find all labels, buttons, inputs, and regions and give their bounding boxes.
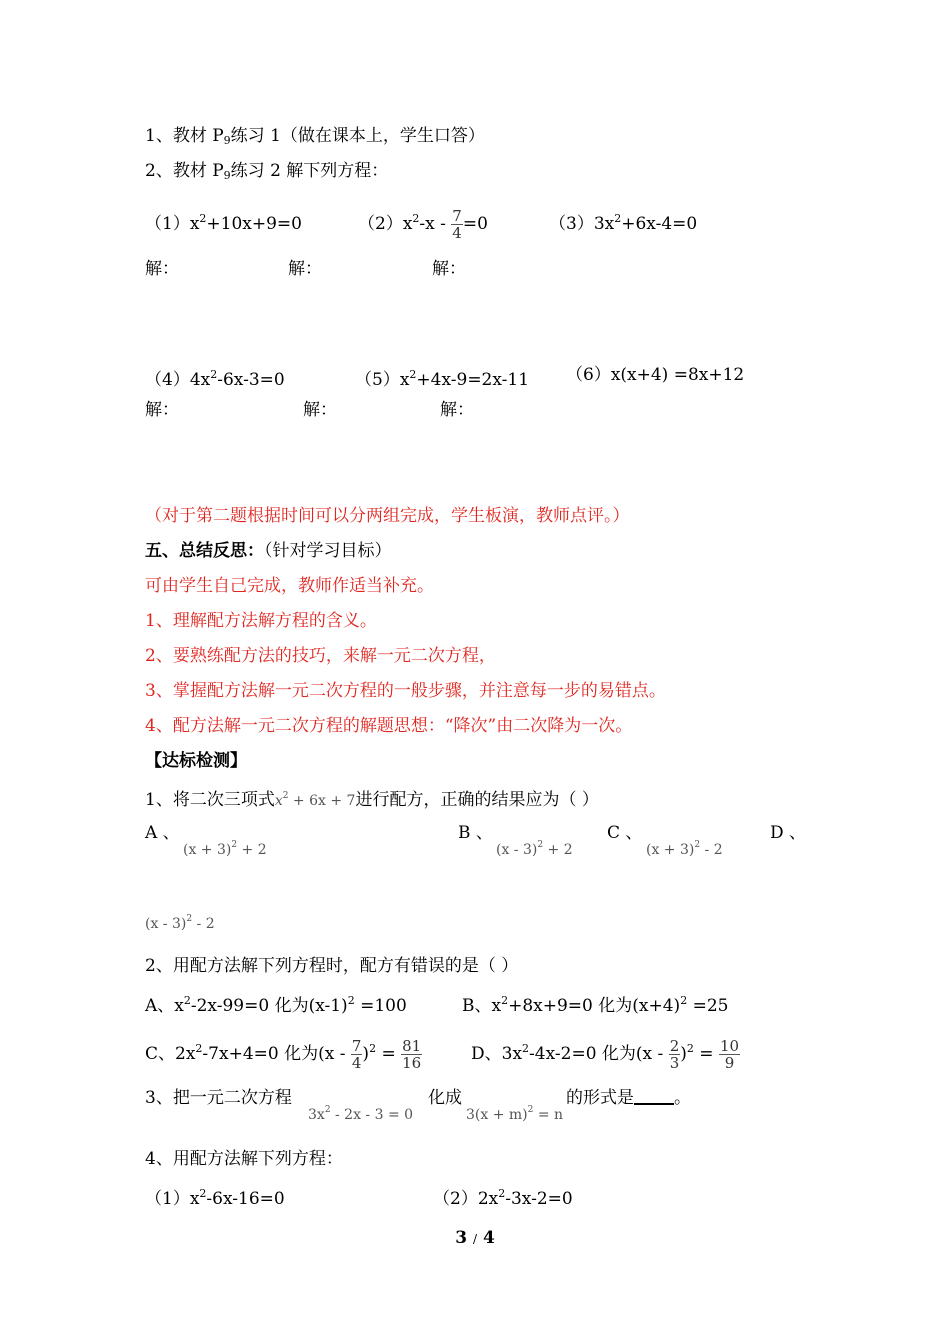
option-b-expression: (x - 3)$^2$ + 2 <box>496 840 573 858</box>
option-a-label: A 、 <box>145 823 180 843</box>
q2-option-c: C、$2x^2-7x+4=0$ 化为(x - $\frac{7}{4}$ )$^2$ = $\frac{81}{16}$ <box>145 1037 422 1072</box>
test-heading: 【达标检测】 <box>145 751 247 771</box>
summary-item-2: 2、要熟练配方法的技巧，来解一元二次方程， <box>145 646 496 666</box>
solve-label-5: 解： <box>303 400 337 420</box>
teacher-note: （对于第二题根据时间可以分两组完成，学生板演，教师点评。） <box>145 506 630 526</box>
summary-item-4: 4、配方法解一元二次方程的解题思想：“降次”由二次降为一次。 <box>145 716 633 736</box>
equation-6: （6）x(x+4) =8x+12 <box>566 365 745 385</box>
summary-intro: 可由学生自己完成，教师作适当补充。 <box>145 576 434 596</box>
practice-line-1: 1、教材 $P_9$练习 1（做在课本上，学生口答） <box>145 126 485 147</box>
solve-label-3: 解： <box>432 259 466 279</box>
question-4: 4、用配方法解下列方程： <box>145 1149 343 1169</box>
q3-answer-prompt: 的形式是 。 <box>566 1088 691 1108</box>
solve-label-1: 解： <box>145 259 179 279</box>
q3-connector: 化成 <box>428 1088 462 1108</box>
option-b-label: B 、 <box>458 823 493 843</box>
q4-equation-1: $(1)x^2-6x-16=0$ <box>145 1187 285 1209</box>
option-d-label: D 、 <box>770 823 807 843</box>
option-c-label: C 、 <box>607 823 643 843</box>
q4-equation-2: $(2)2x^2-3x-2=0$ <box>433 1187 573 1209</box>
page-number: 3 / 4 <box>455 1228 495 1248</box>
option-d-expression: (x - 3)$^2$ - 2 <box>145 914 215 932</box>
practice-line-2: 2、教材 $P_9$练习 2 解下列方程： <box>145 161 389 182</box>
summary-heading: 五、总结反思：（针对学习目标） <box>145 541 392 561</box>
question-1: 1、将二次三项式$x^2 + 6x + 7$进行配方，正确的结果应为（ ） <box>145 790 599 810</box>
q3-equation: $3x^2 - 2x - 3 = 0$ <box>308 1105 414 1123</box>
equation-3: $(3)3x^2+6x-4=0$ <box>549 212 698 234</box>
summary-item-1: 1、理解配方法解方程的含义。 <box>145 611 377 631</box>
q2-option-d: D、$3x^2-4x-2=0$ 化为(x - $\frac{2}{3}$ )$^2$ = $\frac{10}{9}$ <box>471 1037 740 1072</box>
option-c-expression: $(x + 3)^2 - 2$ <box>646 840 723 858</box>
option-a-expression: $(x + 3)^2 + 2$ <box>183 840 267 858</box>
q2-option-b: B、$x^2+8x+9=0$ 化为$(x+4)^2 =25$ <box>462 994 729 1016</box>
solve-label-6: 解： <box>440 400 474 420</box>
equation-2: $(2)x^2-x$ - $\frac{7}{4}$ =0 <box>358 207 488 242</box>
equation-1: $(1)x^2+10x+9=0$ <box>145 212 302 234</box>
question-2: 2、用配方法解下列方程时，配方有错误的是（ ） <box>145 956 519 976</box>
q2-option-a: A、$x^2-2x-99=0$ 化为$(x-1)^2 =100$ <box>145 994 407 1016</box>
solve-label-2: 解： <box>288 259 322 279</box>
equation-4: $(4)4x^2-6x-3=0$ <box>145 368 285 390</box>
q1-expression: $x^2 + 6x + 7$ <box>274 791 356 809</box>
answer-blank[interactable] <box>634 1089 674 1105</box>
summary-item-3: 3、掌握配方法解一元二次方程的一般步骤，并注意每一步的易错点。 <box>145 681 666 701</box>
fraction-7-4: $\frac{7}{4}$ <box>452 207 462 242</box>
solve-label-4: 解： <box>145 400 179 420</box>
q3-target-form: $3(x + m)^2 = n$ <box>466 1105 564 1123</box>
question-3: 3、把一元二次方程 <box>145 1088 292 1108</box>
equation-5: $(5)x^2+4x-9=2x-11$ <box>355 368 530 390</box>
